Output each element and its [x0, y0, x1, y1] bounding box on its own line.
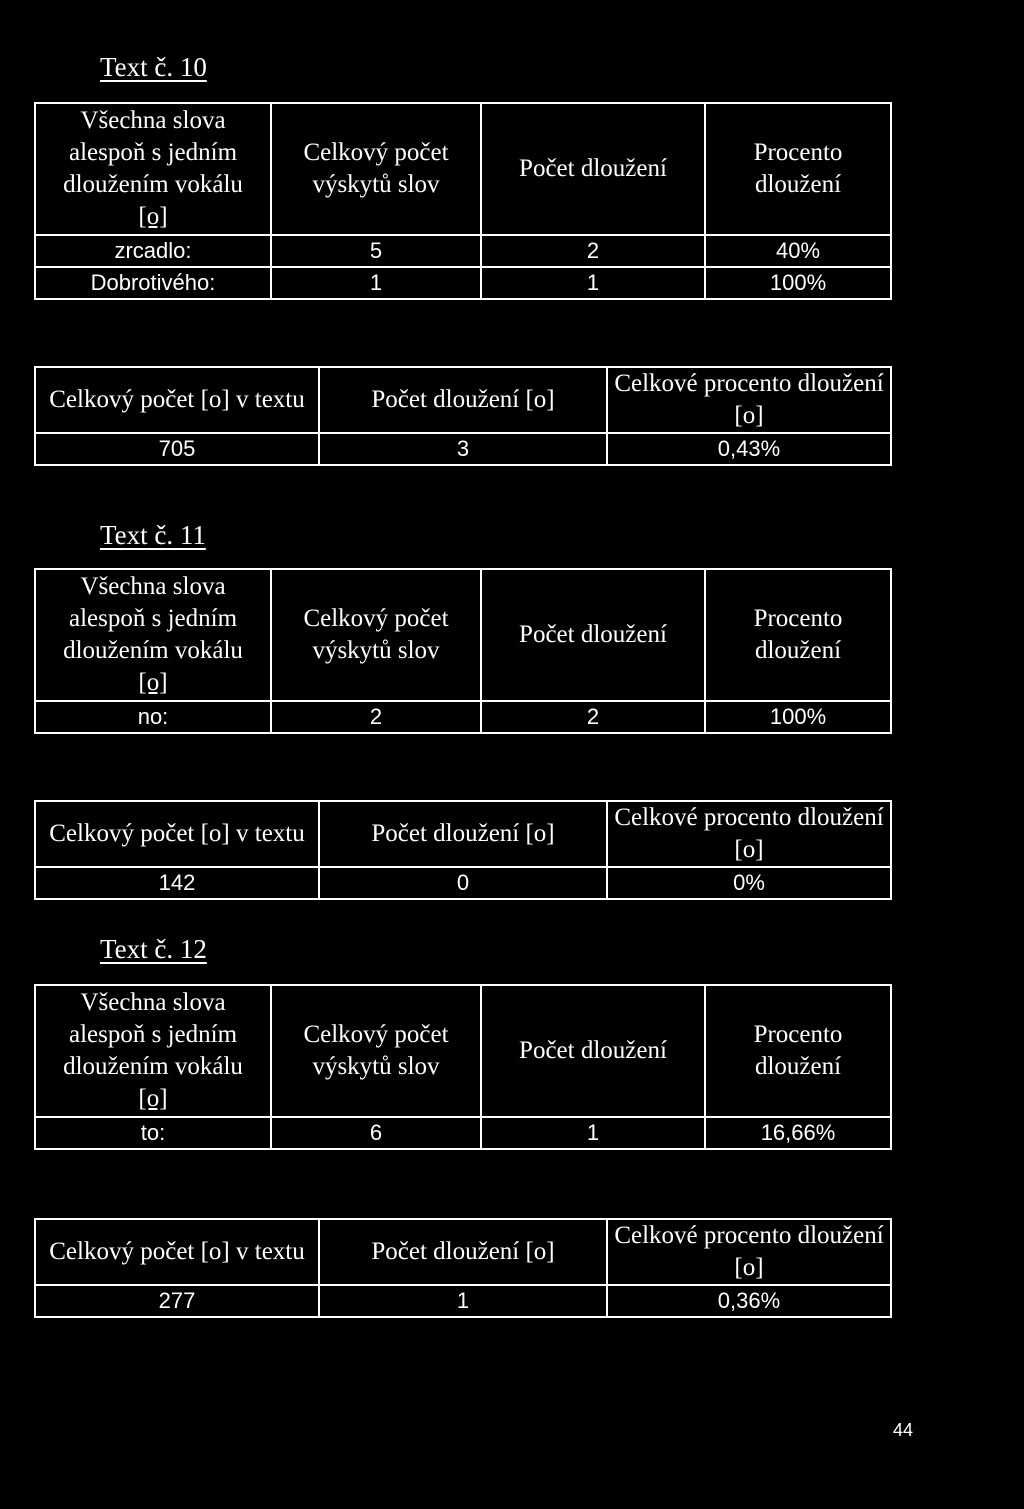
header-occurrences: Celkový počet výskytů slov [271, 103, 481, 235]
cell-percent: 100% [705, 267, 891, 299]
header-occurrences: Celkový počet výskytů slov [271, 985, 481, 1117]
header-lengthening-percent: Procento dloužení [705, 985, 891, 1117]
cell-total: 142 [35, 867, 319, 899]
words-table-12 [34, 984, 892, 1150]
header-total-in-text: Celkový počet [o] v textu [35, 367, 319, 433]
cell-occurrences: 2 [271, 701, 481, 733]
header-lengthening-percent: Procento dloužení [705, 103, 891, 235]
table-header-row [35, 1219, 891, 1285]
words-table-11 [34, 568, 892, 734]
table-header-row [35, 103, 891, 235]
header-lengthening-count: Počet dloužení [481, 985, 705, 1117]
header-total-percent: Celkové procento dloužení [o] [607, 367, 891, 433]
header-total-in-text: Celkový počet [o] v textu [35, 801, 319, 867]
cell-percent: 100% [705, 701, 891, 733]
page-number: 44 [893, 1420, 914, 1440]
cell-lengthened: 3 [319, 433, 607, 465]
cell-lengthened: 2 [481, 235, 705, 267]
words-table-10 [34, 102, 892, 300]
table-row [35, 867, 891, 899]
header-lengthening-count-o: Počet dloužení [o] [319, 801, 607, 867]
header-words: Všechna slova alespoň s jedním dloužením vokálu [o] [35, 103, 271, 235]
header-lengthening-count: Počet dloužení [481, 103, 705, 235]
cell-total: 277 [35, 1285, 319, 1317]
cell-lengthened: 1 [481, 267, 705, 299]
cell-percent: 0,36% [607, 1285, 891, 1317]
cell-percent: 0,43% [607, 433, 891, 465]
table-row [35, 1285, 891, 1317]
summary-table-12 [34, 1218, 892, 1318]
cell-occurrences: 6 [271, 1117, 481, 1149]
cell-lengthened: 2 [481, 701, 705, 733]
summary-table-10 [34, 366, 892, 466]
cell-occurrences: 5 [271, 235, 481, 267]
cell-word: Dobrotivého: [35, 267, 271, 299]
header-lengthening-count-o: Počet dloužení [o] [319, 367, 607, 433]
cell-word: to: [35, 1117, 271, 1149]
header-total-percent: Celkové procento dloužení [o] [607, 801, 891, 867]
cell-percent: 16,66% [705, 1117, 891, 1149]
header-words: Všechna slova alespoň s jedním dloužením vokálu [o] [35, 569, 271, 701]
table-row [35, 1117, 891, 1149]
header-occurrences: Celkový počet výskytů slov [271, 569, 481, 701]
table-row [35, 267, 891, 299]
header-lengthening-count: Počet dloužení [481, 569, 705, 701]
table-header-row [35, 985, 891, 1117]
table-header-row [35, 801, 891, 867]
table-header-row [35, 569, 891, 701]
table-header-row [35, 367, 891, 433]
header-lengthening-percent: Procento dloužení [705, 569, 891, 701]
cell-total: 705 [35, 433, 319, 465]
cell-lengthened: 0 [319, 867, 607, 899]
table-row [35, 235, 891, 267]
header-lengthening-count-o: Počet dloužení [o] [319, 1219, 607, 1285]
summary-table-11 [34, 800, 892, 900]
cell-lengthened: 1 [481, 1117, 705, 1149]
cell-word: no: [35, 701, 271, 733]
header-words: Všechna slova alespoň s jedním dloužením vokálu [o] [35, 985, 271, 1117]
cell-lengthened: 1 [319, 1285, 607, 1317]
header-total-in-text: Celkový počet [o] v textu [35, 1219, 319, 1285]
cell-occurrences: 1 [271, 267, 481, 299]
section-title-11: Text č. 11 [100, 520, 206, 550]
header-total-percent: Celkové procento dloužení [o] [607, 1219, 891, 1285]
cell-percent: 40% [705, 235, 891, 267]
table-row [35, 433, 891, 465]
table-row [35, 701, 891, 733]
cell-word: zrcadlo: [35, 235, 271, 267]
section-title-10: Text č. 10 [100, 52, 207, 82]
section-title-12: Text č. 12 [100, 934, 207, 964]
cell-percent: 0% [607, 867, 891, 899]
